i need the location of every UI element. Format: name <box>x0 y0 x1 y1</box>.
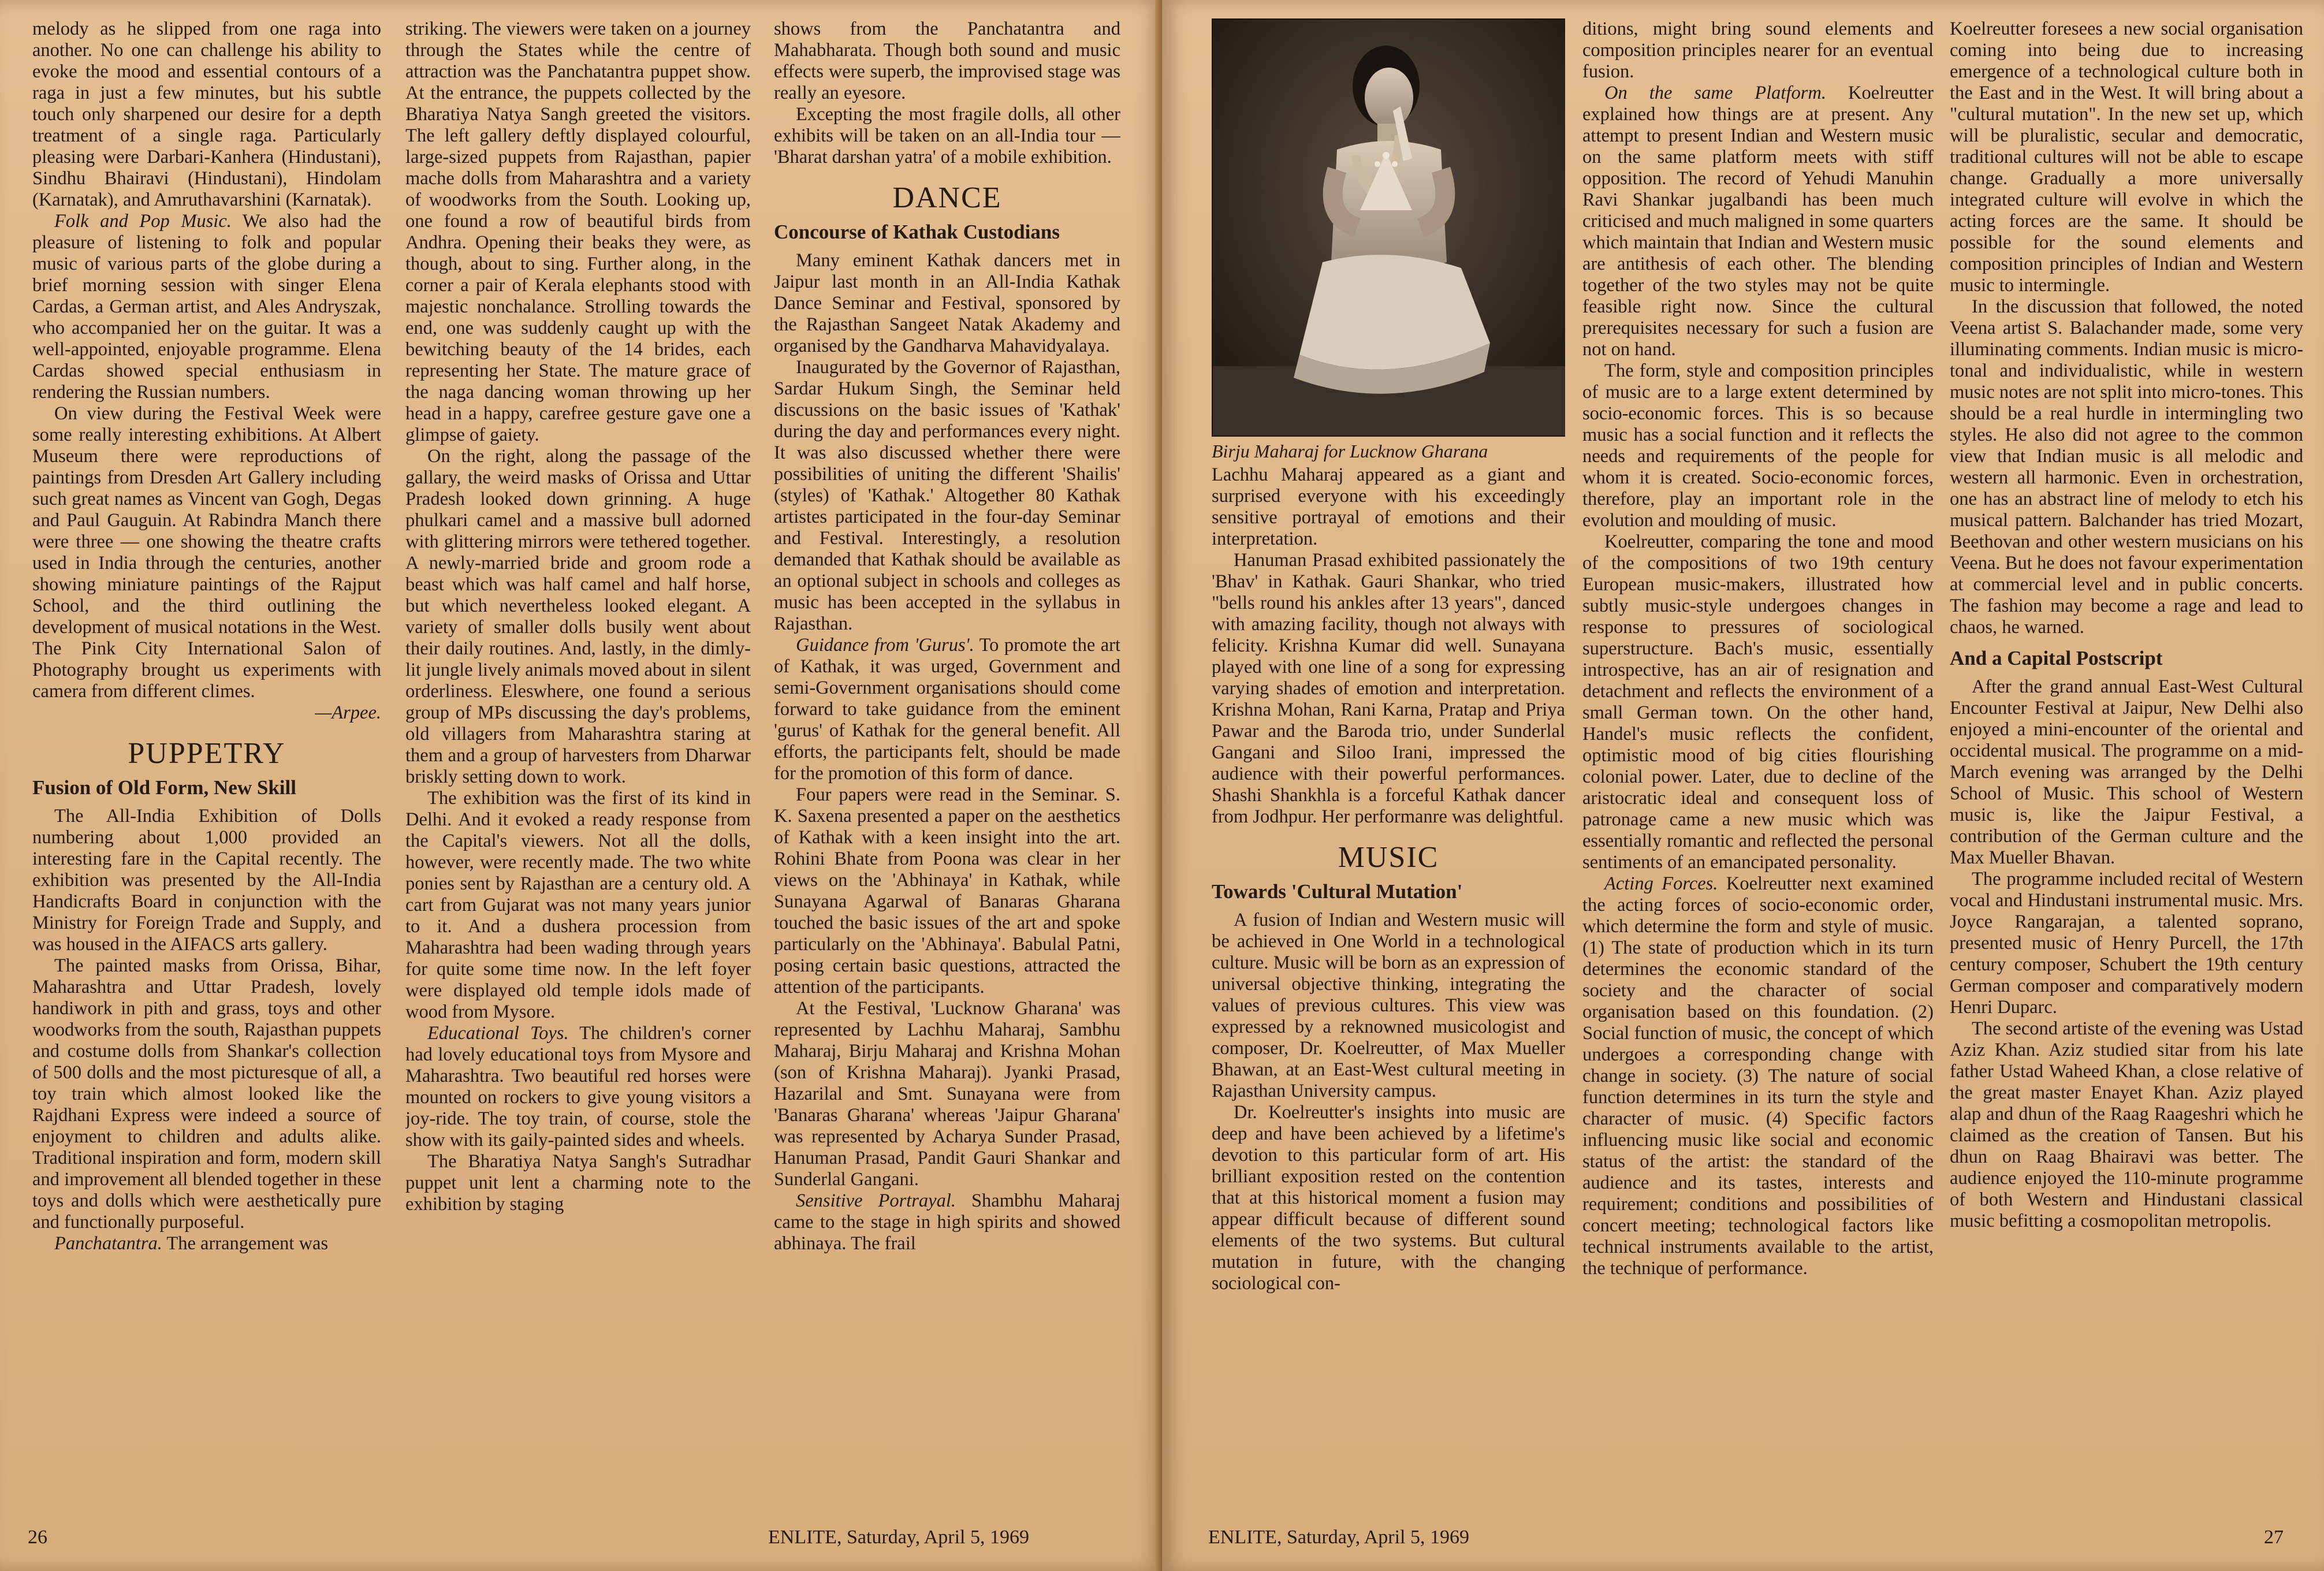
paragraph-text: The arrangement was <box>162 1233 329 1254</box>
left-column-1 <box>32 18 381 1507</box>
run-in-heading: Sensitive Portrayal. <box>796 1190 956 1211</box>
paragraph <box>405 1023 751 1151</box>
paragraph: Four papers were read in the Seminar. S. K. Saxena presented a paper on the aesthetics of Kathak with a keen insight into the art. Rohini Bhate from Poona was clear in her views on the 'Abhinaya' in Kathak, while Sunayana Agarwal of Banaras Gharana touched the basic issues of the art and spoke particularly on the 'Abhinaya'. Babulal Patni, posing certain basic questions, attracted the attention of the participants. <box>774 784 1120 997</box>
paragraph: The All-India Exhibition of Dolls numbering about 1,000 provided an interesting fare in the Capital recently. The exhibition was presented by the All-India Handicrafts Board in conjunction with the Ministry for Foreign Trade and Supply, and was housed in the AIFACS arts gallery. <box>32 806 381 955</box>
right-column-2 <box>1582 18 1934 1507</box>
paragraph: Many eminent Kathak dancers met in Jaipur last month in an All-India Kathak Dance Seminar and Festival, sponsored by the Rajasthan Sangeet Natak Akademy and organised by the Gandharva Mahavidyalaya. <box>774 250 1120 356</box>
paragraph: Koelreutter, comparing the tone and mood of the compositions of two 19th century European music-makers, illustrated how subtly music-style undergoes changes in response to pressures of sociological superstructure. Bach's music, essentially introspective, has an air of resignation and detachment and reflects the environment of a small German town. On the other hand, Handel's music reflects the confident, optimistic mood of big cities flourishing colonial power. Later, due to decline of the aristocratic ideal and consequent loss of patronage came a new music which was essentially romantic and reflected the personal sentiments of an emancipated personality. <box>1582 531 1934 873</box>
right-page <box>1162 0 2324 1571</box>
paragraph: The form, style and composition principles of music are to a large extent determined by socio-economic forces. This is so because music has a social function and it reflects the needs and requirements of the people for whom it is created. Socio-economic forces, therefore, play an important role in the evolution and moulding of music. <box>1582 360 1934 531</box>
paragraph <box>1582 83 1934 360</box>
run-in-heading: Panchatantra. <box>54 1233 162 1254</box>
paragraph <box>32 1233 381 1254</box>
article-headline: Towards 'Cultural Mutation' <box>1212 880 1463 903</box>
page-footer: ENLITE, Saturday, April 5, 1969 <box>768 1527 1029 1548</box>
paragraph: The exhibition was the first of its kind in Delhi. And it evoked a ready response from the Capital's viewers. Not all the dolls, however, were recently made. The two white ponies sent by Rajasthan are a century old. A cart from Gujarat was not many years junior to it. And a dushera procession from Maharashtra had been wading through years for quite some time now. In the left foyer were displayed old temple idols made of wood from Mysore. <box>405 788 751 1022</box>
paragraph: The second artiste of the evening was Ustad Aziz Khan. Aziz studied sitar from his late father Ustad Waheed Khan, a close relative of the great master Enayet Khan. Aziz played alap and dhun of the Raag Raageshri which he claimed as the creation of Tansen. But his dhun on Raag Bhairavi was better. The audience enjoyed the 110-minute programme of both Western and Hindustani classical music befitting a cosmopolitan metropolis. <box>1950 1018 2303 1231</box>
paragraph-text: Shambhu Maharaj came to the stage in high spirits and showed abhinaya. The frail <box>774 1190 1120 1254</box>
paragraph: On view during the Festival Week were some really interesting exhibitions. At Albert Museum there were reproductions of paintings from Dresden Art Gallery including such great names as Vincent van Gogh, Degas and Paul Gauguin. At Rabindra Manch there were three — one showing the theatre crafts used in India through the centuries, another showing miniature paintings of the Rajput School, and the third outlining the development of musical notations in the West. The Pink City International Salon of Photography brought us experiments with camera from different climes. <box>32 403 381 702</box>
paragraph: melody as he slipped from one raga into another. No one can challenge his ability to evoke the mood and essential contours of a raga in just a few minutes, but his subtle touch only sharpened our desire for a depth treatment of a single raga. Particularly pleasing were Darbari-Kanhera (Hindustani), Sindhu Bhairavi (Hindustani), Hindolam (Karnatak), and Amruthavarshini (Karnatak). <box>32 18 381 210</box>
section-title-dance: DANCE <box>892 181 1002 214</box>
page-footer: ENLITE, Saturday, April 5, 1969 <box>1208 1527 1469 1548</box>
run-in-heading: On the same Platform. <box>1604 83 1826 103</box>
paragraph: After the grand annual East-West Cultural Encounter Festival at Jaipur, New Delhi also enjoyed a mini-encounter of the oriental and occidental musical. The programme on a mid-March evening was arranged by the Delhi School of Music. This school of Western music is, like the Jaipur Festival, a contribution of the German culture and the Max Mueller Bhavan. <box>1950 676 2303 868</box>
page-number: 26 <box>28 1527 47 1548</box>
paragraph: A fusion of Indian and Western music will be achieved in One World in a technological culture. Music will be born as an expression of universal objective thinking, integrating the values of previous cultures. This view was expressed by a reknowned musicologist and composer, Dr. Koelreutter, of Max Mueller Bhawan, at an East-West cultural meeting in Rajasthan University campus. <box>1212 910 1565 1101</box>
paragraph: The Bharatiya Natya Sangh's Sutradhar puppet unit lent a charming note to the exhibition by staging <box>405 1151 751 1215</box>
run-in-heading: Folk and Pop Music. <box>54 211 232 232</box>
paragraph-text: The children's corner had lovely educational toys from Mysore and Maharashtra. Two beautiful red horses were mounted on rockers to give young visitors a joy-ride. The toy train, of course, stole the show with its gaily-painted sides and wheels. <box>405 1023 751 1151</box>
paragraph-text: To promote the art of Kathak, it was urged, Government and semi-Government organisations should come forward to take guidance from the eminent 'gurus' of Kathak for the general benefit. All efforts, the participants felt, should be made for the promotion of this form of dance. <box>774 635 1120 784</box>
paragraph: At the Festival, 'Lucknow Gharana' was represented by Lachhu Maharaj, Sambhu Maharaj, Birju Maharaj and Krishna Mohan (son of Krishna Maharaj). Jyanki Prasad, Hazarilal and Smt. Sunayana were from 'Banaras Gharana' whereas 'Jaipur Gharana' was represented by Acharya Sunder Prasad, Hanuman Prasad, Pandit Gauri Shankar and Sunderlal Gangani. <box>774 998 1120 1190</box>
paragraph: ditions, might bring sound elements and composition principles nearer for an eventual fusion. <box>1582 18 1934 82</box>
paragraph: On the right, along the passage of the gallary, the weird masks of Orissa and Uttar Pradesh looked down grinning. A huge phulkari camel and a massive bull adorned with glittering mirrors were tethered together. A newly-married bride and groom rode a beast which was half camel and half horse, but which nevertheless looked elegant. A variety of smaller dolls busily went about their daily routines. And, lastly, in the dimly-lit jungle lively animals moved about in silent orderliness. Eleswhere, one found a serious group of MPs discussing the day's problems, old villagers from Maharashtra staring at them and a group of harvesters from Dharwar briskly setting down to work. <box>405 446 751 787</box>
left-column-2 <box>405 18 751 1507</box>
article-headline: And a Capital Postscript <box>1950 647 2163 669</box>
right-column-1 <box>1212 18 1565 1507</box>
paragraph: Koelreutter foresees a new social organisation coming into being due to increasing emergence of a technological culture both in the East and in the West. It will bring about a "cultural mutation". In the new set up, which will be pluralistic, secular and democratic, traditional cultures will not be able to escape change. Gradually a more universally integrated culture will evolve in which the acting forces are the same. It should be possible for the sound elements and composition principles of Indian and Western music to intermingle. <box>1950 18 2303 296</box>
paragraph: The programme included recital of Western vocal and Hindustani instrumental music. Mrs. Joyce Rangarajan, a talented soprano, presented music of Henry Purcell, the 17th century composer, Schubert the 19th century German composer and comparatively modern Henri Duparc. <box>1950 869 2303 1018</box>
paragraph: Lachhu Maharaj appeared as a giant and surprised everyone with his exceedingly sensitive portrayal of emotions and their interpretation. <box>1212 464 1565 549</box>
paragraph: Excepting the most fragile dolls, all other exhibits will be taken on an all-India tour — 'Bharat darshan yatra' of a mobile exhibition. <box>774 104 1120 167</box>
paragraph: Hanuman Prasad exhibited passionately the 'Bhav' in Kathak. Gauri Shankar, who tried "bells round his ankles after 13 years", danced with amazing facility, though not always with felicity. Krishna Kumar did well. Sunayana played with one line of a song for expressing varying shades of emotion and interpretation. Krishna Mohan, Rani Karna, Pratap and Priya Pawar and the Baroda trio, under Sunderlal Gangani and Siloo Irani, impressed the audience with their powerful performances. Shashi Shankhla is a forceful Kathak dancer from Jodhpur. Her performanre was delightful. <box>1212 550 1565 827</box>
paragraph: Inaugurated by the Governor of Rajasthan, Sardar Hukum Singh, the Seminar held discussions on the basic issues of 'Kathak' during the day and performances every night. It was also discussed whether there were possibilities of uniting the different 'Shailis' (styles) of 'Kathak.' Altogether 80 Kathak artistes participated in the four-day Seminar and Festival. Interestingly, a resolution demanded that Kathak should be available as an optional subject in schools and colleges as music has been accepted in the syllabus in Rajasthan. <box>774 357 1120 634</box>
run-in-heading: Educational Toys. <box>427 1023 569 1044</box>
right-column-3 <box>1950 18 2303 1507</box>
paragraph <box>774 635 1120 784</box>
dancer-photo <box>1212 18 1565 437</box>
paragraph: shows from the Panchatantra and Mahabharata. Though both sound and music effects were superb, the improvised stage was really an eyesore. <box>774 18 1120 103</box>
paragraph <box>774 1190 1120 1254</box>
run-in-heading: Acting Forces. <box>1604 873 1718 894</box>
paragraph-text: Koelreutter next examined the acting forces of socio-economic order, which determine the form and style of music. (1) The state of production which in its turn determines the economic standard of the society and the character of social organisation based on this foundation. (2) Social function of music, the concept of which undergoes a corresponding change with change in society. (3) The nature of social function determines in its turn the style and character of music. (4) Specific factors influencing music like social and economic status of the artist: the standard of the audience and its tastes, interests and requirement; conditions and possibilities of concert meeting; technological factors like technical instruments available to the artist, the technique of performance. <box>1582 873 1934 1279</box>
photo-caption: Birju Maharaj for Lucknow Gharana <box>1212 441 1488 461</box>
paragraph: striking. The viewers were taken on a journey through the States while the centre of attraction was the Panchatantra puppet show. At the entrance, the puppets collected by the Bharatiya Natya Sangh greeted the visitors. The left gallery deftly displayed colourful, large-sized puppets from Rajasthan, papier mache dolls from Maharashtra and a variety of woodworks from the South. Looking up, one found a row of beautiful birds from Andhra. Opening their beaks they were, as though, about to sing. Further along, in the corner a pair of Kerala elephants stood with majestic nonchalance. Strolling towards the end, one was suddenly caught up with the bewitching beauty of the 14 brides, each representing her State. The mature grace of the naga dancing woman throwing up her head in a happy, carefree gesture gave one a glimpse of gaiety. <box>405 18 751 445</box>
paragraph: In the discussion that followed, the noted Veena artist S. Balachander made, some very illuminating comments. Indian music is micro-tonal and individualistic, while in western music notes are not split into micro-tones. This should be a real hurdle in intermingling two styles. He also did not agree to the common view that Indian music is all melodic and western all harmonic. Even in orchestration, one has an abstract line of melody to etch his musical pattern. Balchander has tried Mozart, Beethovan and other western musicians on his Veena. But he does not favour experimentation at commercial level and in public concerts. The fashion may become a rage and lead to chaos, he warned. <box>1950 296 2303 638</box>
byline: —Arpee. <box>315 702 381 723</box>
paragraph: Dr. Koelreutter's insights into music are deep and have been achieved by a lifetime's devotion to this particular form of art. His brilliant exposition rested on the contention that at this historical moment a fusion may appear difficult because of different sound elements of the two systems. But cultural mutation in future, with the changing sociological con- <box>1212 1102 1565 1294</box>
run-in-heading: Guidance from 'Gurus'. <box>796 635 974 656</box>
paragraph: The painted masks from Orissa, Bihar, Maharashtra and Uttar Pradesh, lovely handiwork in pith and grass, toys and other woodworks from the south, Rajasthan puppets and costume dolls from Shankar's collection of 500 dolls and the most picturesque of all, a toy train which almost looked like the Rajdhani Express were indeed a source of enjoyment to children and adults alike. Traditional inspiration and form, modern skill and improvement all blended together in these toys and dolls which were aesthetically pure and functionally purposeful. <box>32 955 381 1233</box>
paragraph-text: We also had the pleasure of listening to folk and popular music of various parts of the globe during a brief morning session with singer Elena Cardas, a German artist, and Ales Andryszak, who accompanied her on the guitar. It was a well-appointed, enjoyable programme. Elena Cardas showed special enthusiasm in rendering the Russian numbers. <box>32 211 381 403</box>
article-headline: Concourse of Kathak Custodians <box>774 221 1060 243</box>
section-title-music: MUSIC <box>1338 841 1439 874</box>
section-title-puppetry: PUPPETRY <box>128 737 286 770</box>
dancer-figure-image <box>1213 20 1565 435</box>
paragraph-text: Koelreutter explained how things are at present. Any attempt to present Indian and Western music on the same platform meets with stiff opposition. The record of Yehudi Manuhin Ravi Shankar jugalbandi has been much criticised and much maligned in some quarters which maintain that Indian and Western music are antithesis of each other. The blending together of the two styles may not be quite feasible right now. Since the cultural prerequisites necessary for such a fusion are not on hand. <box>1582 83 1934 360</box>
page-number: 27 <box>2264 1527 2284 1548</box>
paragraph <box>1582 873 1934 1279</box>
paragraph <box>32 211 381 403</box>
article-headline: Fusion of Old Form, New Skill <box>32 776 296 799</box>
left-column-3 <box>774 18 1120 1507</box>
